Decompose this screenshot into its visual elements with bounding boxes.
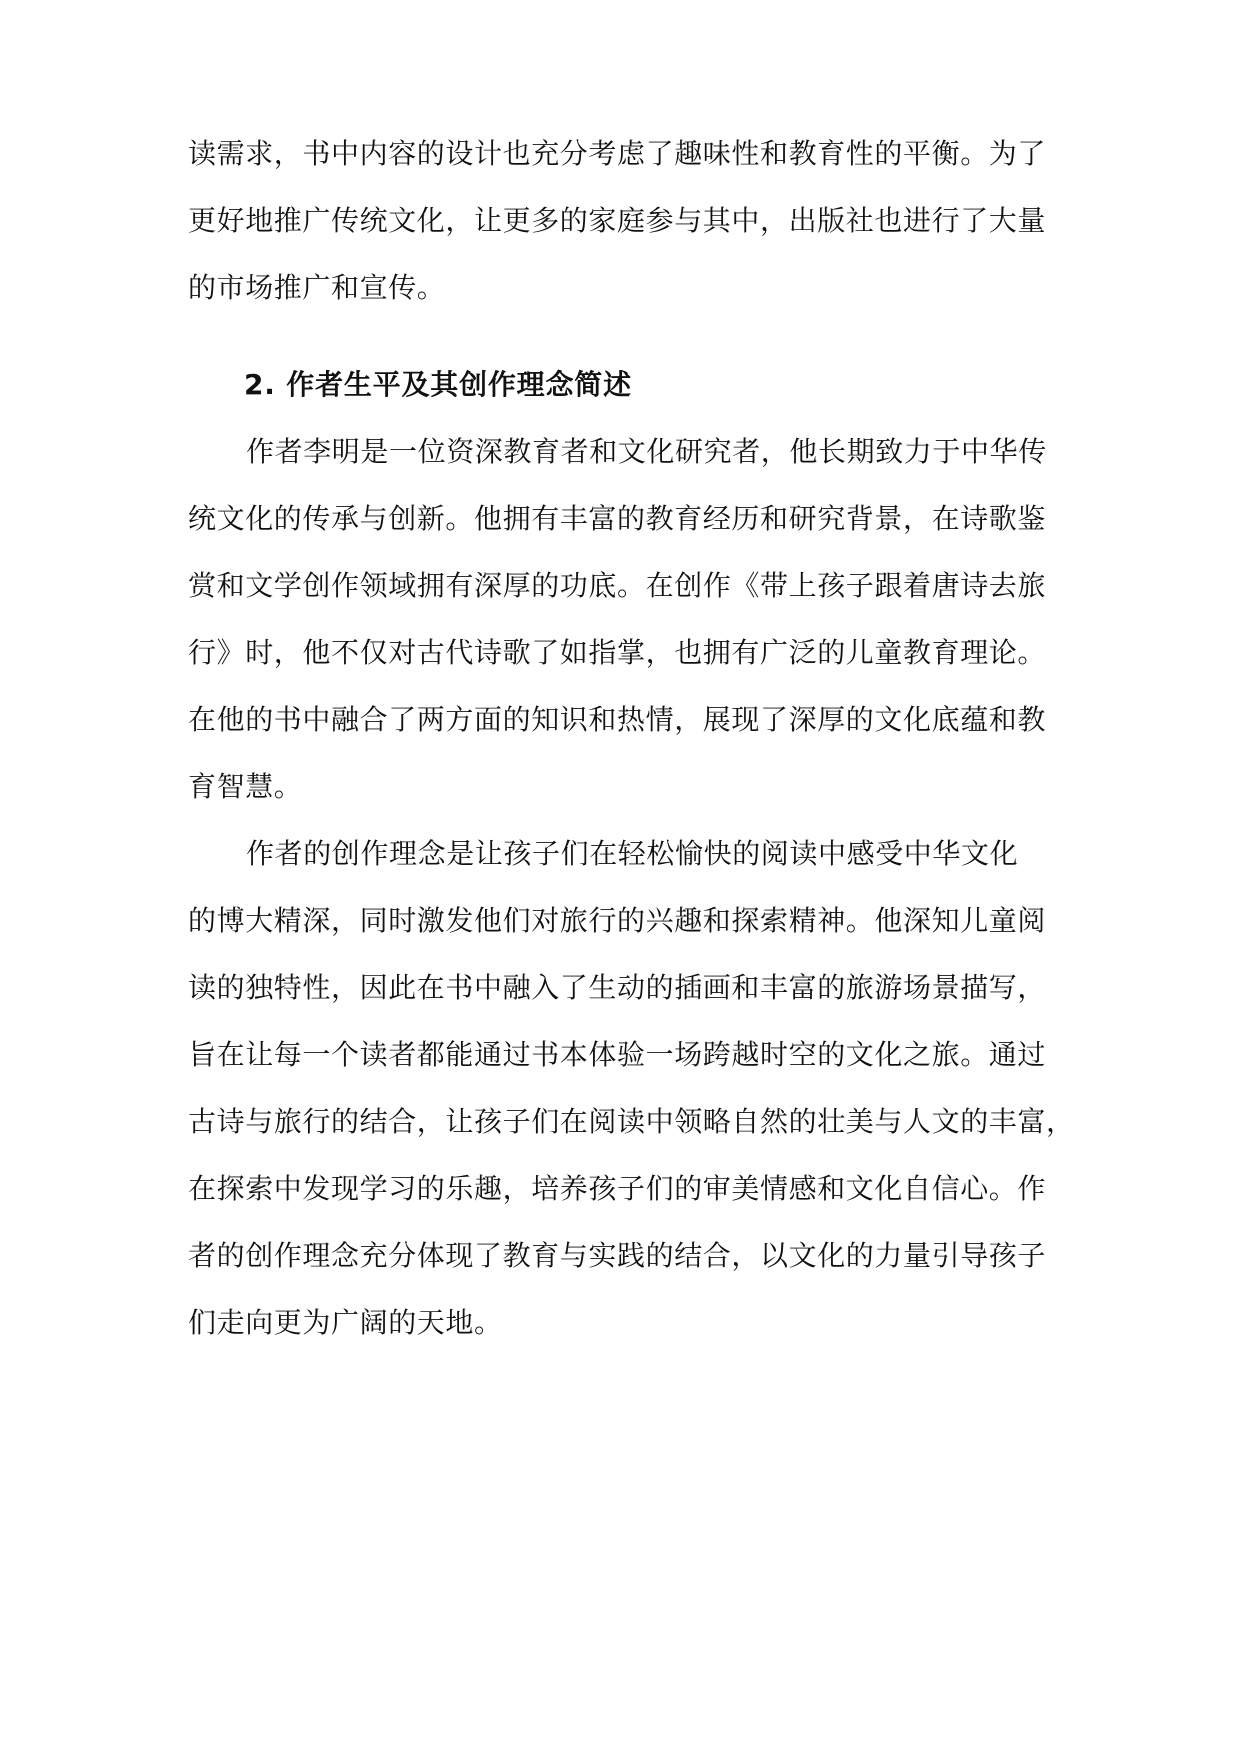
paragraph-line: 读的独特性，因此在书中融入了生动的插画和丰富的旅游场景描写， [188,971,1047,1004]
paragraph-line: 们走向更为广阔的天地。 [188,1306,503,1339]
paragraph-line: 统文化的传承与创新。他拥有丰富的教育经历和研究背景，在诗歌鉴 [188,502,1047,535]
paragraph-line: 赏和文学创作领域拥有深厚的功底。在创作《带上孩子跟着唐诗去旅 [188,569,1047,602]
paragraph-line: 行》时，他不仅对古代诗歌了如指掌，也拥有广泛的儿童教育理论。 [188,636,1047,669]
paragraph-line: 在探索中发现学习的乐趣，培养孩子们的审美情感和文化自信心。作 [188,1172,1047,1205]
paragraph-line: 古诗与旅行的结合，让孩子们在阅读中领略自然的壮美与人文的丰富， [188,1105,1075,1138]
paragraph-line: 作者李明是一位资深教育者和文化研究者，他长期致力于中华传 [246,435,1047,468]
paragraph-line: 读需求，书中内容的设计也充分考虑了趣味性和教育性的平衡。为了 [188,137,1047,170]
paragraph-line: 更好地推广传统文化，让更多的家庭参与其中，出版社也进行了大量 [188,204,1047,237]
paragraph-line: 的博大精深，同时激发他们对旅行的兴趣和探索精神。他深知儿童阅 [188,904,1047,937]
paragraph-line: 作者的创作理念是让孩子们在轻松愉快的阅读中感受中华文化 [246,837,1019,870]
paragraph-line: 旨在让每一个读者都能通过书本体验一场跨越时空的文化之旅。通过 [188,1038,1047,1071]
section-heading: 2. 作者生平及其创作理念简述 [244,368,632,401]
paragraph-line: 育智慧。 [188,770,303,803]
paragraph-line: 在他的书中融合了两方面的知识和热情，展现了深厚的文化底蕴和教 [188,703,1047,736]
paragraph-line: 者的创作理念充分体现了教育与实践的结合，以文化的力量引导孩子 [188,1239,1047,1272]
paragraph-line: 的市场推广和宣传。 [188,271,446,304]
